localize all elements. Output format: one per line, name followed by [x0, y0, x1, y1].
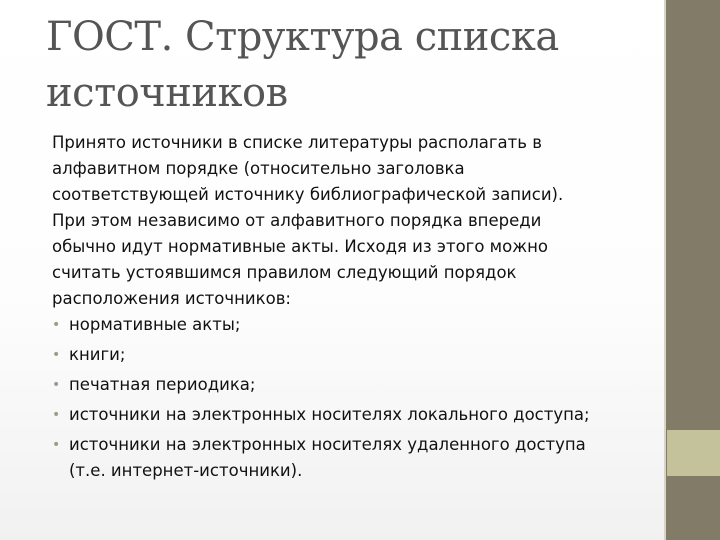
list-item — [52, 402, 662, 428]
bullet-icon: • — [52, 377, 61, 393]
slide-body — [52, 130, 662, 484]
intro-line: считать устоявшимся правилом следующий порядок — [52, 263, 517, 282]
list-item-text: печатная периодика; — [69, 375, 256, 394]
accent-block — [667, 430, 720, 476]
source-order-list — [52, 312, 662, 484]
intro-line: расположения источников: — [52, 289, 291, 308]
list-item — [52, 432, 662, 484]
list-item — [52, 372, 662, 398]
list-item-text: (т.е. интернет-источники). — [69, 461, 303, 480]
list-item — [52, 342, 662, 368]
list-item-text: источники на электронных носителях удаленного доступа — [69, 435, 586, 454]
intro-line: алфавитном порядке (относительно заголовка — [52, 159, 465, 178]
bullet-icon: • — [52, 317, 61, 333]
list-item — [52, 312, 662, 338]
slide-title-line: источников — [46, 70, 288, 116]
intro-line: При этом независимо от алфавитного порядка впереди — [52, 211, 542, 230]
intro-line: обычно идут нормативные акты. Исходя из этого можно — [52, 237, 548, 256]
list-item-text: источники на электронных носителях локального доступа; — [69, 405, 590, 424]
list-item-text: книги; — [69, 345, 126, 364]
intro-paragraph — [52, 130, 662, 312]
slide-title-line: ГОСТ. Структура списка — [46, 14, 559, 60]
slide-title — [46, 9, 646, 121]
intro-line: соответствующей источнику библиографической записи). — [52, 185, 564, 204]
list-item-text: нормативные акты; — [69, 315, 241, 334]
bullet-icon: • — [52, 407, 61, 423]
bullet-icon: • — [52, 437, 61, 453]
intro-line: Принято источники в списке литературы располагать в — [52, 133, 542, 152]
bullet-icon: • — [52, 347, 61, 363]
